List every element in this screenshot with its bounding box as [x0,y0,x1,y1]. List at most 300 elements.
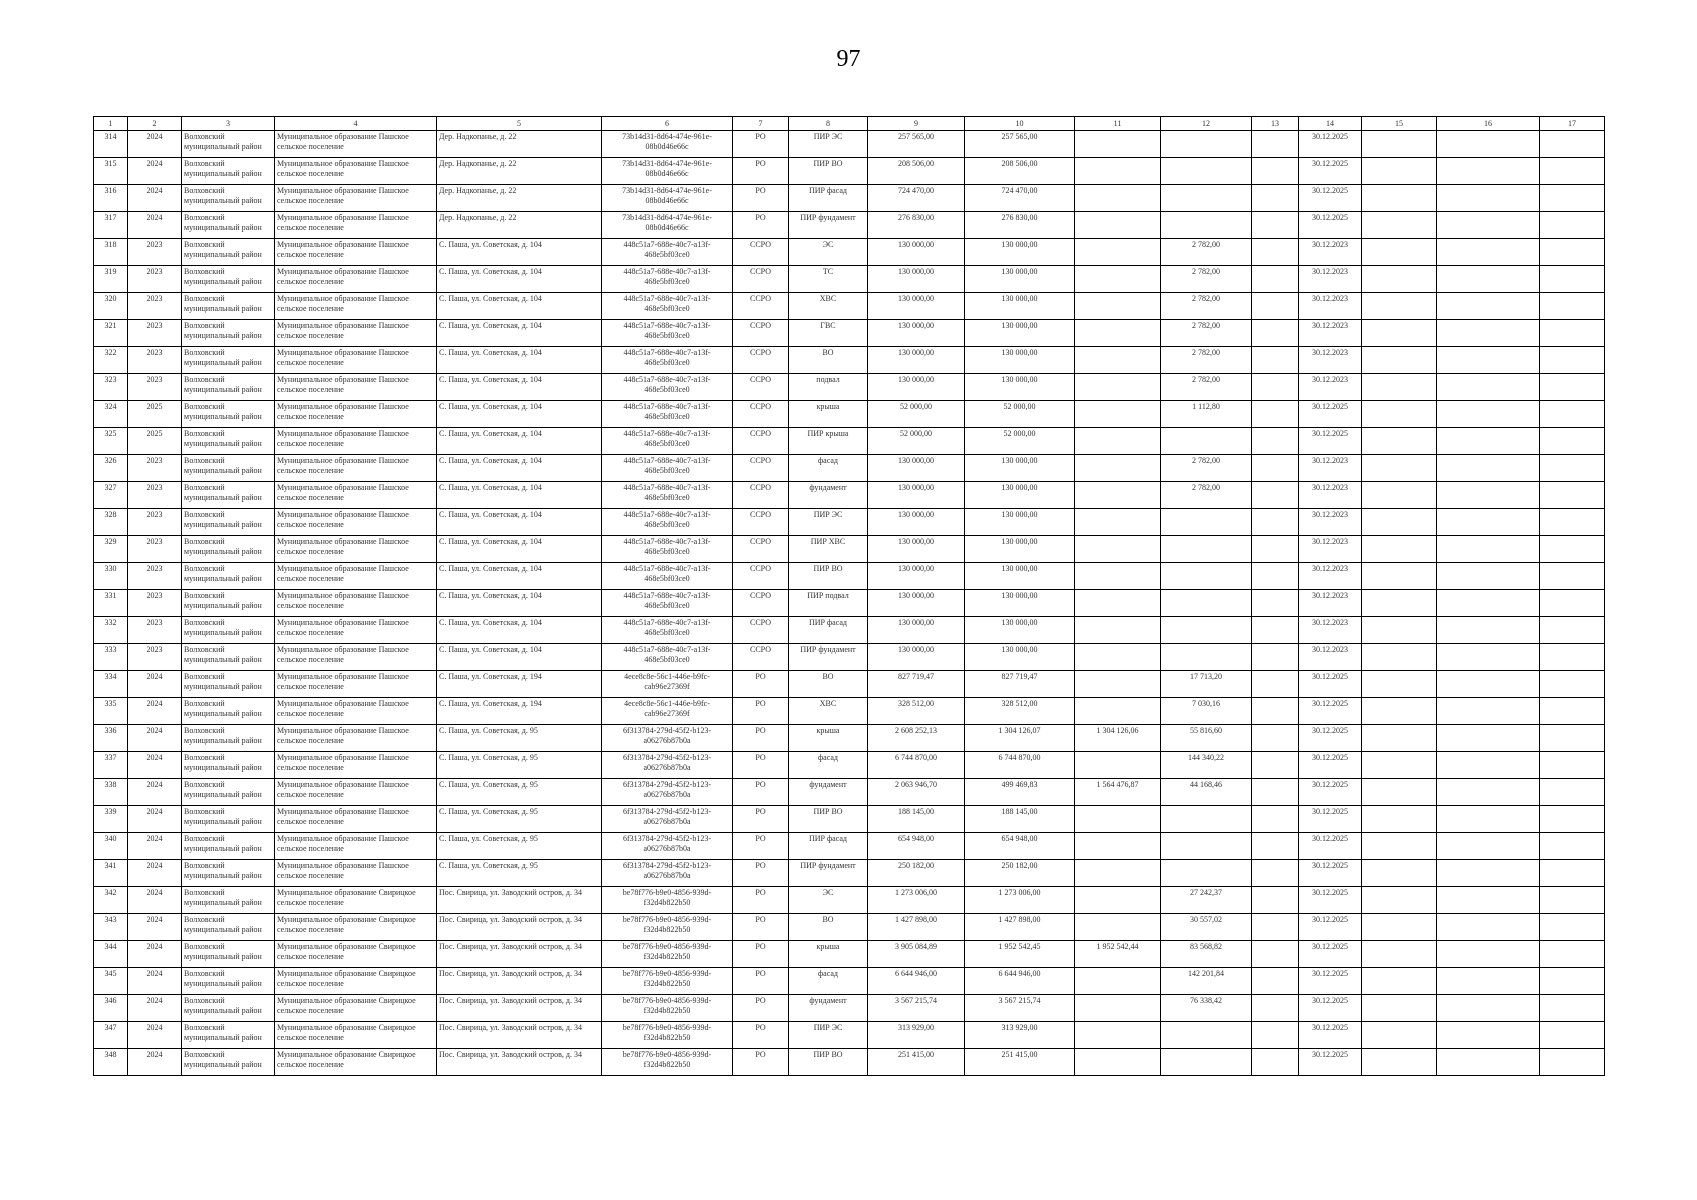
work-type-cell: ПИР ВО [789,563,868,590]
deadline-cell: 30.12.2025 [1299,860,1362,887]
deadline-cell: 30.12.2025 [1299,131,1362,158]
deadline-cell: 30.12.2025 [1299,428,1362,455]
house-guid-cell: 448c51a7-688e-40c7-a13f-468e5bf03ce0 [602,401,733,428]
year-cell: 2024 [128,860,182,887]
col16-cell [1437,563,1540,590]
col15-cell [1362,752,1437,779]
municipality-cell: Муниципальное образование Пашское сельское поселение [275,158,437,185]
year-cell: 2024 [128,698,182,725]
deadline-cell: 30.12.2023 [1299,266,1362,293]
cost-col12-cell: 55 816,60 [1161,725,1252,752]
col15-cell [1362,131,1437,158]
col15-cell [1362,536,1437,563]
fund-cost-cell: 328 512,00 [965,698,1075,725]
table-body [94,117,1605,1076]
deadline-cell: 30.12.2025 [1299,995,1362,1022]
fund-cost-cell: 52 000,00 [965,401,1075,428]
total-cost-cell: 328 512,00 [868,698,965,725]
col15-cell [1362,239,1437,266]
work-type-cell: ПИР ВО [789,806,868,833]
total-cost-cell: 130 000,00 [868,320,965,347]
district-cell: Волховский муниципальный район [182,266,275,293]
work-type-cell: ВО [789,671,868,698]
col17-cell [1540,752,1605,779]
col17-cell [1540,725,1605,752]
budget-cost-cell [1075,887,1161,914]
col16-cell [1437,671,1540,698]
district-cell: Волховский муниципальный район [182,509,275,536]
col16-cell [1437,374,1540,401]
municipality-cell: Муниципальное образование Пашское сельское поселение [275,806,437,833]
district-cell: Волховский муниципальный район [182,617,275,644]
work-type-cell: ПИР ХВС [789,536,868,563]
deadline-cell: 30.12.2023 [1299,590,1362,617]
house-guid-cell: 448c51a7-688e-40c7-a13f-468e5bf03ce0 [602,617,733,644]
budget-cost-cell: 1 952 542,44 [1075,941,1161,968]
municipality-cell: Муниципальное образование Пашское сельское поселение [275,185,437,212]
total-cost-cell: 1 273 006,00 [868,887,965,914]
col16-cell [1437,455,1540,482]
cost-col12-cell [1161,185,1252,212]
col15-cell [1362,509,1437,536]
district-cell: Волховский муниципальный район [182,887,275,914]
col16-cell [1437,914,1540,941]
col16-cell [1437,1022,1540,1049]
total-cost-cell: 276 830,00 [868,212,965,239]
address-cell: С. Паша, ул. Советская, д. 104 [437,347,602,374]
budget-cost-cell [1075,374,1161,401]
budget-cost-cell [1075,698,1161,725]
row-number: 345 [94,968,128,995]
municipality-cell: Муниципальное образование Свирицкое сельское поселение [275,1022,437,1049]
table-row [94,509,1605,536]
table-row [94,482,1605,509]
address-cell: С. Паша, ул. Советская, д. 104 [437,644,602,671]
program-cell: РО [733,941,789,968]
municipality-cell: Муниципальное образование Пашское сельское поселение [275,860,437,887]
col15-cell [1362,158,1437,185]
district-cell: Волховский муниципальный район [182,185,275,212]
row-number: 339 [94,806,128,833]
col15-cell [1362,806,1437,833]
col17-cell [1540,698,1605,725]
cost-col12-cell [1161,860,1252,887]
total-cost-cell: 130 000,00 [868,536,965,563]
col16-cell [1437,347,1540,374]
municipality-cell: Муниципальное образование Свирицкое сельское поселение [275,995,437,1022]
row-number: 327 [94,482,128,509]
program-cell: ССРО [733,374,789,401]
deadline-cell: 30.12.2025 [1299,968,1362,995]
program-cell: ССРО [733,347,789,374]
address-cell: Пос. Свирица, ул. Заводский остров, д. 34 [437,1022,602,1049]
cost-col12-cell: 2 782,00 [1161,455,1252,482]
table-row [94,833,1605,860]
row-number: 337 [94,752,128,779]
total-cost-cell: 52 000,00 [868,401,965,428]
cost-col12-cell: 1 112,80 [1161,401,1252,428]
district-cell: Волховский муниципальный район [182,833,275,860]
total-cost-cell: 130 000,00 [868,644,965,671]
work-type-cell: фундамент [789,995,868,1022]
col17-cell [1540,212,1605,239]
address-cell: С. Паша, ул. Советская, д. 104 [437,320,602,347]
column-number-10: 10 [965,117,1075,131]
year-cell: 2023 [128,644,182,671]
district-cell: Волховский муниципальный район [182,131,275,158]
cost-col12-cell: 2 782,00 [1161,347,1252,374]
total-cost-cell: 250 182,00 [868,860,965,887]
work-type-cell: ПИР ЭС [789,509,868,536]
municipality-cell: Муниципальное образование Пашское сельское поселение [275,563,437,590]
row-number: 338 [94,779,128,806]
house-guid-cell: be78f776-b9e0-4856-939d-f32d4b822b50 [602,914,733,941]
program-cell: РО [733,671,789,698]
fund-cost-cell: 130 000,00 [965,536,1075,563]
district-cell: Волховский муниципальный район [182,590,275,617]
col15-cell [1362,374,1437,401]
deadline-cell: 30.12.2023 [1299,509,1362,536]
budget-cost-cell [1075,266,1161,293]
program-cell: ССРО [733,563,789,590]
address-cell: Дер. Надкопанье, д. 22 [437,185,602,212]
col17-cell [1540,293,1605,320]
deadline-cell: 30.12.2025 [1299,833,1362,860]
fund-cost-cell: 130 000,00 [965,347,1075,374]
work-type-cell: ПИР фасад [789,617,868,644]
total-cost-cell: 257 565,00 [868,131,965,158]
district-cell: Волховский муниципальный район [182,347,275,374]
program-cell: РО [733,698,789,725]
house-guid-cell: 73b14d31-8d64-474e-961e-08b0d46e66c [602,131,733,158]
municipality-cell: Муниципальное образование Пашское сельское поселение [275,509,437,536]
cost-col12-cell: 2 782,00 [1161,482,1252,509]
col16-cell [1437,428,1540,455]
cost-col12-cell [1161,158,1252,185]
address-cell: С. Паша, ул. Советская, д. 104 [437,563,602,590]
cost-col13-cell [1252,509,1299,536]
column-number-5: 5 [437,117,602,131]
work-type-cell: ПИР ВО [789,158,868,185]
house-guid-cell: 4ece8c8e-56c1-446e-b9fc-cab96e27369f [602,698,733,725]
address-cell: С. Паша, ул. Советская, д. 194 [437,671,602,698]
total-cost-cell: 188 145,00 [868,806,965,833]
year-cell: 2023 [128,320,182,347]
district-cell: Волховский муниципальный район [182,239,275,266]
district-cell: Волховский муниципальный район [182,428,275,455]
house-guid-cell: 448c51a7-688e-40c7-a13f-468e5bf03ce0 [602,239,733,266]
work-type-cell: фундамент [789,482,868,509]
column-number-2: 2 [128,117,182,131]
program-cell: ССРО [733,320,789,347]
address-cell: С. Паша, ул. Советская, д. 104 [437,509,602,536]
year-cell: 2024 [128,158,182,185]
municipality-cell: Муниципальное образование Пашское сельское поселение [275,239,437,266]
work-type-cell: крыша [789,401,868,428]
year-cell: 2023 [128,347,182,374]
program-cell: РО [733,158,789,185]
year-cell: 2023 [128,266,182,293]
year-cell: 2024 [128,671,182,698]
col16-cell [1437,401,1540,428]
year-cell: 2023 [128,455,182,482]
house-guid-cell: be78f776-b9e0-4856-939d-f32d4b822b50 [602,887,733,914]
cost-col13-cell [1252,185,1299,212]
col15-cell [1362,860,1437,887]
municipality-cell: Муниципальное образование Пашское сельское поселение [275,212,437,239]
cost-col13-cell [1252,644,1299,671]
year-cell: 2024 [128,779,182,806]
row-number: 348 [94,1049,128,1076]
fund-cost-cell: 276 830,00 [965,212,1075,239]
budget-cost-cell [1075,293,1161,320]
year-cell: 2024 [128,131,182,158]
table-row [94,347,1605,374]
row-number: 333 [94,644,128,671]
column-number-row [94,117,1605,131]
work-type-cell: ВО [789,914,868,941]
address-cell: С. Паша, ул. Советская, д. 95 [437,725,602,752]
col15-cell [1362,914,1437,941]
program-cell: РО [733,806,789,833]
col17-cell [1540,941,1605,968]
budget-cost-cell [1075,320,1161,347]
fund-cost-cell: 130 000,00 [965,644,1075,671]
district-cell: Волховский муниципальный район [182,806,275,833]
col16-cell [1437,941,1540,968]
col16-cell [1437,482,1540,509]
cost-col12-cell [1161,536,1252,563]
municipality-cell: Муниципальное образование Пашское сельское поселение [275,779,437,806]
address-cell: Пос. Свирица, ул. Заводский остров, д. 34 [437,941,602,968]
row-number: 347 [94,1022,128,1049]
address-cell: Дер. Надкопанье, д. 22 [437,158,602,185]
program-cell: РО [733,779,789,806]
col16-cell [1437,212,1540,239]
fund-cost-cell: 130 000,00 [965,482,1075,509]
address-cell: Пос. Свирица, ул. Заводский остров, д. 34 [437,914,602,941]
fund-cost-cell: 724 470,00 [965,185,1075,212]
row-number: 325 [94,428,128,455]
year-cell: 2024 [128,995,182,1022]
cost-col12-cell [1161,212,1252,239]
total-cost-cell: 52 000,00 [868,428,965,455]
deadline-cell: 30.12.2023 [1299,455,1362,482]
cost-col13-cell [1252,941,1299,968]
total-cost-cell: 130 000,00 [868,590,965,617]
cost-col13-cell [1252,752,1299,779]
budget-cost-cell [1075,536,1161,563]
cost-col13-cell [1252,347,1299,374]
municipality-cell: Муниципальное образование Пашское сельское поселение [275,671,437,698]
budget-cost-cell [1075,563,1161,590]
col15-cell [1362,401,1437,428]
budget-cost-cell [1075,590,1161,617]
year-cell: 2023 [128,563,182,590]
row-number: 314 [94,131,128,158]
house-guid-cell: 6f313784-279d-45f2-b123-a06276b87b0a [602,860,733,887]
table-row [94,1049,1605,1076]
total-cost-cell: 6 644 946,00 [868,968,965,995]
deadline-cell: 30.12.2025 [1299,779,1362,806]
municipality-cell: Муниципальное образование Пашское сельское поселение [275,401,437,428]
budget-cost-cell [1075,455,1161,482]
work-type-cell: фасад [789,752,868,779]
program-cell: РО [733,752,789,779]
cost-col13-cell [1252,455,1299,482]
fund-cost-cell: 130 000,00 [965,320,1075,347]
col16-cell [1437,509,1540,536]
cost-col12-cell: 76 338,42 [1161,995,1252,1022]
municipality-cell: Муниципальное образование Пашское сельское поселение [275,320,437,347]
total-cost-cell: 130 000,00 [868,509,965,536]
house-guid-cell: 448c51a7-688e-40c7-a13f-468e5bf03ce0 [602,509,733,536]
col16-cell [1437,968,1540,995]
district-cell: Волховский муниципальный район [182,860,275,887]
district-cell: Волховский муниципальный район [182,941,275,968]
cost-col12-cell: 83 568,82 [1161,941,1252,968]
cost-col13-cell [1252,131,1299,158]
work-type-cell: ЭС [789,239,868,266]
col15-cell [1362,617,1437,644]
col15-cell [1362,428,1437,455]
fund-cost-cell: 130 000,00 [965,266,1075,293]
work-type-cell: ПИР ЭС [789,131,868,158]
col16-cell [1437,158,1540,185]
total-cost-cell: 3 905 084,89 [868,941,965,968]
municipality-cell: Муниципальное образование Пашское сельское поселение [275,293,437,320]
col17-cell [1540,536,1605,563]
work-type-cell: фундамент [789,779,868,806]
col15-cell [1362,320,1437,347]
table-row [94,293,1605,320]
budget-cost-cell [1075,644,1161,671]
row-number: 346 [94,995,128,1022]
budget-cost-cell [1075,671,1161,698]
total-cost-cell: 724 470,00 [868,185,965,212]
year-cell: 2024 [128,752,182,779]
table-row [94,698,1605,725]
cost-col13-cell [1252,266,1299,293]
work-type-cell: ПИР фундамент [789,860,868,887]
house-guid-cell: be78f776-b9e0-4856-939d-f32d4b822b50 [602,1049,733,1076]
cost-col13-cell [1252,1049,1299,1076]
work-type-cell: ХВС [789,698,868,725]
col16-cell [1437,698,1540,725]
municipality-cell: Муниципальное образование Пашское сельское поселение [275,266,437,293]
row-number: 341 [94,860,128,887]
municipality-cell: Муниципальное образование Пашское сельское поселение [275,347,437,374]
cost-col13-cell [1252,617,1299,644]
table-row [94,644,1605,671]
total-cost-cell: 1 427 898,00 [868,914,965,941]
fund-cost-cell: 6 644 946,00 [965,968,1075,995]
address-cell: С. Паша, ул. Советская, д. 95 [437,752,602,779]
district-cell: Волховский муниципальный район [182,212,275,239]
col15-cell [1362,1022,1437,1049]
column-number-12: 12 [1161,117,1252,131]
address-cell: С. Паша, ул. Советская, д. 104 [437,455,602,482]
house-guid-cell: 6f313784-279d-45f2-b123-a06276b87b0a [602,779,733,806]
deadline-cell: 30.12.2025 [1299,887,1362,914]
col17-cell [1540,455,1605,482]
year-cell: 2023 [128,374,182,401]
col15-cell [1362,941,1437,968]
program-cell: ССРО [733,482,789,509]
table-row [94,590,1605,617]
col17-cell [1540,239,1605,266]
work-type-cell: ПИР фасад [789,833,868,860]
program-cell: РО [733,212,789,239]
house-guid-cell: 448c51a7-688e-40c7-a13f-468e5bf03ce0 [602,563,733,590]
total-cost-cell: 130 000,00 [868,293,965,320]
row-number: 342 [94,887,128,914]
municipality-cell: Муниципальное образование Пашское сельское поселение [275,482,437,509]
house-guid-cell: 448c51a7-688e-40c7-a13f-468e5bf03ce0 [602,347,733,374]
fund-cost-cell: 130 000,00 [965,455,1075,482]
cost-col13-cell [1252,158,1299,185]
row-number: 321 [94,320,128,347]
budget-cost-cell [1075,239,1161,266]
house-guid-cell: 448c51a7-688e-40c7-a13f-468e5bf03ce0 [602,590,733,617]
cost-col13-cell [1252,239,1299,266]
page-number: 97 [836,46,861,72]
col15-cell [1362,266,1437,293]
col17-cell [1540,266,1605,293]
year-cell: 2024 [128,1049,182,1076]
fund-cost-cell: 1 952 542,45 [965,941,1075,968]
deadline-cell: 30.12.2023 [1299,536,1362,563]
col16-cell [1437,725,1540,752]
fund-cost-cell: 499 469,83 [965,779,1075,806]
work-type-cell: ПИР крыша [789,428,868,455]
row-number: 322 [94,347,128,374]
address-cell: С. Паша, ул. Советская, д. 104 [437,266,602,293]
row-number: 328 [94,509,128,536]
column-number-11: 11 [1075,117,1161,131]
deadline-cell: 30.12.2023 [1299,293,1362,320]
cost-col12-cell [1161,563,1252,590]
total-cost-cell: 654 948,00 [868,833,965,860]
row-number: 340 [94,833,128,860]
district-cell: Волховский муниципальный район [182,995,275,1022]
cost-col12-cell [1161,833,1252,860]
column-number-9: 9 [868,117,965,131]
municipality-cell: Муниципальное образование Свирицкое сельское поселение [275,941,437,968]
budget-cost-cell [1075,806,1161,833]
column-number-3: 3 [182,117,275,131]
district-cell: Волховский муниципальный район [182,1022,275,1049]
col15-cell [1362,833,1437,860]
col16-cell [1437,266,1540,293]
col15-cell [1362,347,1437,374]
row-number: 326 [94,455,128,482]
col17-cell [1540,428,1605,455]
col15-cell [1362,563,1437,590]
address-cell: С. Паша, ул. Советская, д. 104 [437,617,602,644]
deadline-cell: 30.12.2023 [1299,239,1362,266]
budget-cost-cell [1075,860,1161,887]
budget-cost-cell [1075,509,1161,536]
table-row [94,914,1605,941]
row-number: 344 [94,941,128,968]
col17-cell [1540,968,1605,995]
house-guid-cell: 448c51a7-688e-40c7-a13f-468e5bf03ce0 [602,293,733,320]
cost-col12-cell: 142 201,84 [1161,968,1252,995]
col17-cell [1540,860,1605,887]
house-guid-cell: be78f776-b9e0-4856-939d-f32d4b822b50 [602,941,733,968]
row-number: 315 [94,158,128,185]
